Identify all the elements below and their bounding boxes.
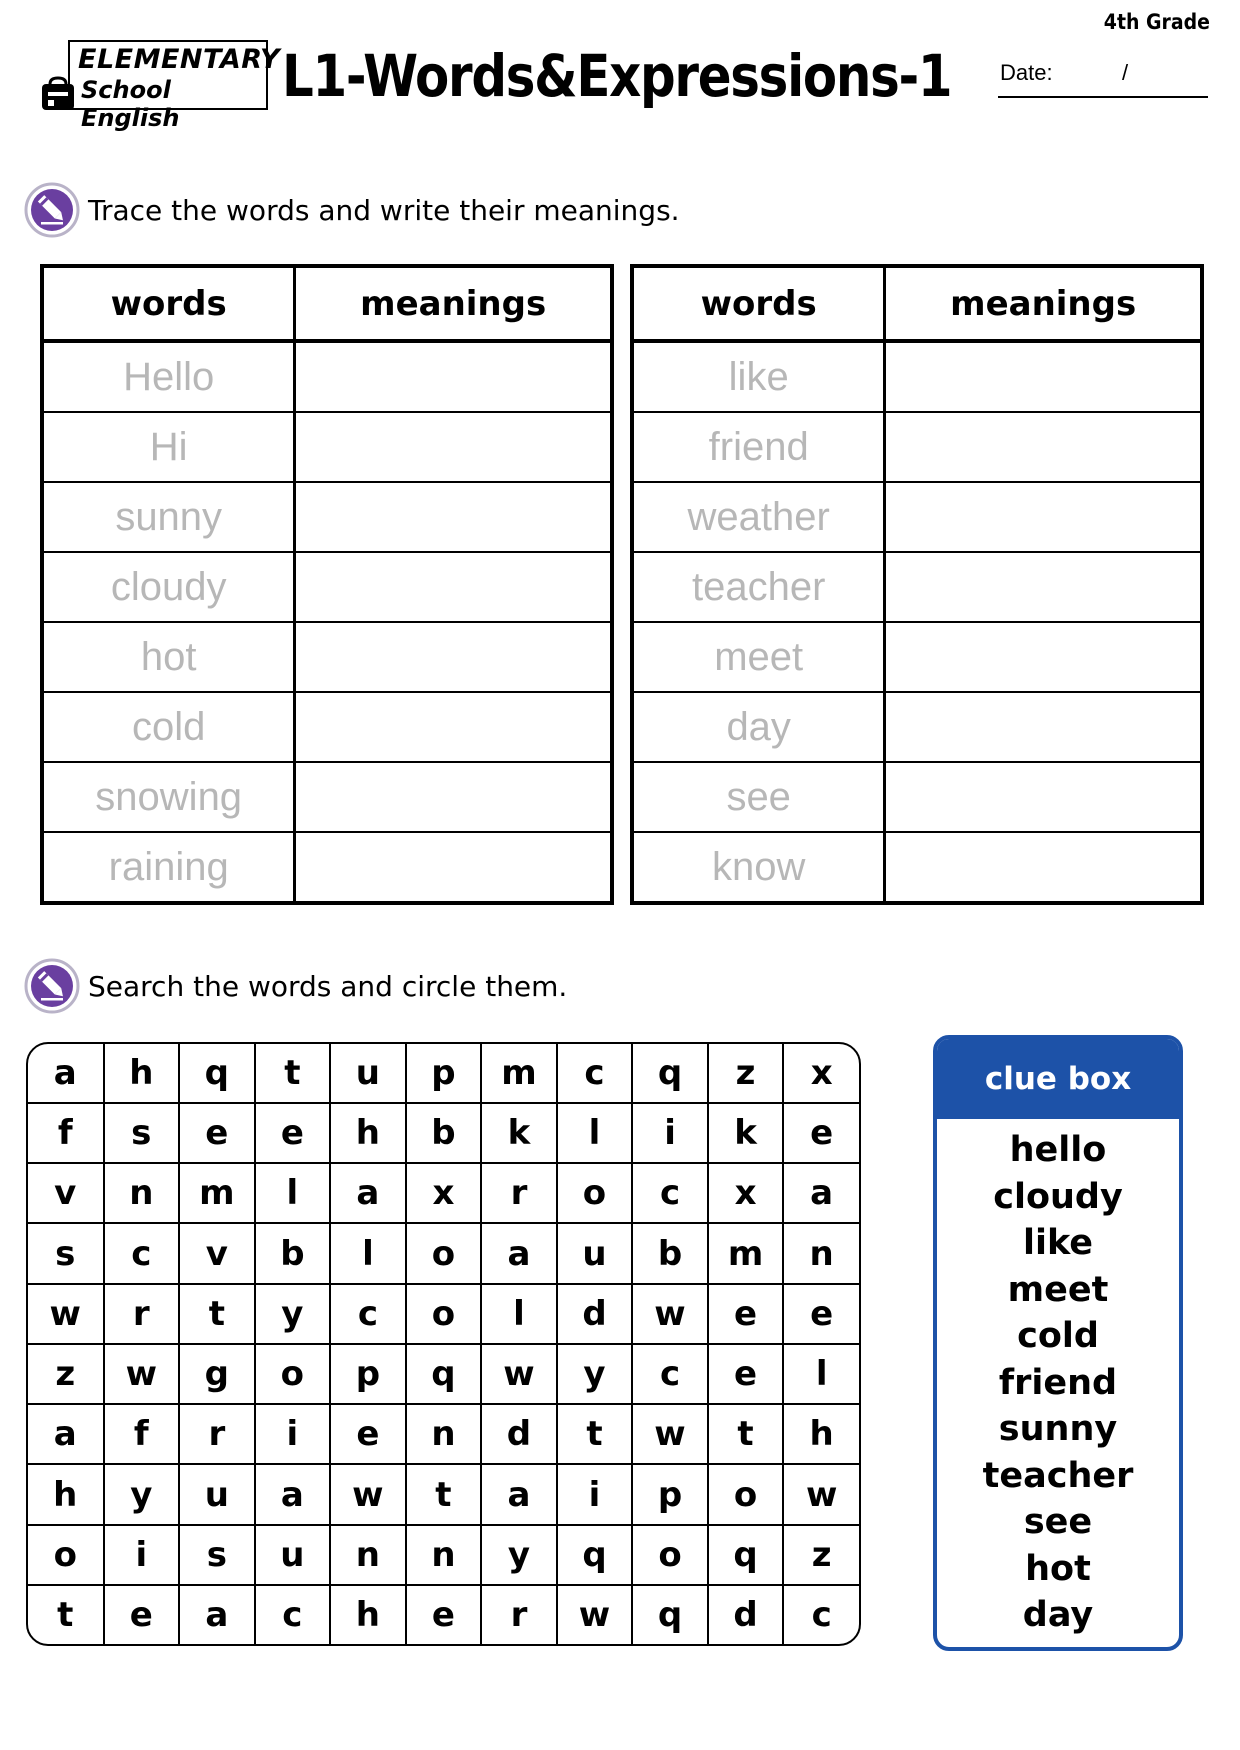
table-row — [42, 412, 612, 482]
meaning-cell[interactable] — [885, 692, 1202, 762]
grid-row — [28, 1163, 859, 1223]
grid-letter[interactable]: n — [104, 1163, 180, 1223]
meaning-cell[interactable] — [885, 832, 1202, 903]
meaning-cell[interactable] — [885, 622, 1202, 692]
grid-letter[interactable]: a — [179, 1585, 255, 1644]
instruction-text: Search the words and circle them. — [88, 970, 568, 1003]
grade-label: 4th Grade — [1103, 10, 1210, 34]
grid-letter[interactable]: m — [481, 1044, 557, 1103]
grid-letter[interactable]: o — [255, 1344, 331, 1404]
grid-letter[interactable]: b — [255, 1223, 331, 1283]
grid-letter[interactable]: u — [179, 1464, 255, 1524]
grid-letter[interactable]: e — [330, 1404, 406, 1464]
table-row — [42, 341, 612, 412]
date-separator: / — [1122, 60, 1129, 85]
meaning-cell[interactable] — [295, 762, 612, 832]
grid-letter[interactable]: y — [104, 1464, 180, 1524]
grid-letter[interactable]: o — [28, 1525, 104, 1585]
meaning-cell[interactable] — [295, 552, 612, 622]
grid-row — [28, 1525, 859, 1585]
grid-letter[interactable]: h — [330, 1103, 406, 1163]
grid-letter[interactable]: s — [28, 1223, 104, 1283]
logo-line2: School English — [81, 76, 180, 132]
logo — [38, 40, 281, 132]
pencil-icon — [24, 182, 80, 238]
grid-letter[interactable]: l — [557, 1103, 633, 1163]
meaning-cell[interactable] — [885, 762, 1202, 832]
grid-letter[interactable]: r — [179, 1404, 255, 1464]
grid-letter[interactable]: l — [330, 1223, 406, 1283]
grid-letter[interactable]: q — [557, 1525, 633, 1585]
grid-letter[interactable]: d — [557, 1284, 633, 1344]
meaning-cell[interactable] — [295, 692, 612, 762]
clue-word: meet — [1007, 1269, 1109, 1310]
grid-letter[interactable]: n — [406, 1525, 482, 1585]
meaning-cell[interactable] — [295, 341, 612, 412]
grid-letter[interactable]: z — [708, 1044, 784, 1103]
grid-row — [28, 1464, 859, 1524]
clue-word: day — [1022, 1595, 1094, 1635]
grid-letter[interactable]: y — [481, 1525, 557, 1585]
table-row — [42, 762, 612, 832]
date-label: Date: — [1000, 60, 1053, 85]
meaning-cell[interactable] — [885, 412, 1202, 482]
grid-letter[interactable]: w — [28, 1284, 104, 1344]
clue-box — [933, 1035, 1183, 1651]
grid-letter[interactable]: i — [104, 1525, 180, 1585]
grid-letter[interactable]: l — [255, 1163, 331, 1223]
grid-letter[interactable]: u — [557, 1223, 633, 1283]
grid-letter[interactable]: v — [28, 1163, 104, 1223]
trace-word: cloudy — [42, 552, 295, 622]
instruction-text: Trace the words and write their meanings. — [88, 194, 680, 227]
word-table-left — [40, 264, 614, 905]
table-row — [632, 552, 1202, 622]
grid-letter[interactable]: m — [179, 1163, 255, 1223]
pencil-icon — [24, 958, 80, 1014]
grid-letter[interactable]: q — [632, 1585, 708, 1644]
grid-letter[interactable]: t — [179, 1284, 255, 1344]
trace-word: sunny — [42, 482, 295, 552]
trace-word: weather — [632, 482, 885, 552]
table-row — [632, 482, 1202, 552]
clue-word-list — [937, 1119, 1179, 1639]
table-row — [42, 552, 612, 622]
grid-row — [28, 1044, 859, 1103]
grid-letter[interactable]: r — [481, 1585, 557, 1644]
grid-letter[interactable]: a — [330, 1163, 406, 1223]
letter-grid — [28, 1044, 859, 1644]
word-search-grid — [26, 1042, 861, 1646]
grid-letter[interactable]: s — [104, 1103, 180, 1163]
grid-letter[interactable]: w — [632, 1284, 708, 1344]
grid-letter[interactable]: e — [104, 1585, 180, 1644]
clue-word: hello — [1009, 1130, 1107, 1170]
trace-word: teacher — [632, 552, 885, 622]
grid-letter[interactable]: m — [708, 1223, 784, 1283]
grid-letter[interactable]: c — [557, 1044, 633, 1103]
grid-letter[interactable]: h — [330, 1585, 406, 1644]
grid-letter[interactable]: f — [104, 1404, 180, 1464]
table-row — [42, 482, 612, 552]
grid-letter[interactable]: c — [255, 1585, 331, 1644]
table-row — [632, 762, 1202, 832]
grid-letter[interactable]: w — [783, 1464, 859, 1524]
header-meanings: meanings — [885, 266, 1202, 341]
grid-letter[interactable]: z — [783, 1525, 859, 1585]
table-row — [632, 622, 1202, 692]
grid-row — [28, 1344, 859, 1404]
clue-word: sunny — [998, 1409, 1118, 1449]
clue-word: friend — [998, 1362, 1118, 1403]
grid-letter[interactable]: f — [28, 1103, 104, 1163]
table-row — [632, 692, 1202, 762]
grid-letter[interactable]: q — [406, 1344, 482, 1404]
grid-letter[interactable]: e — [406, 1585, 482, 1644]
grid-letter[interactable]: d — [708, 1585, 784, 1644]
grid-letter[interactable]: a — [481, 1464, 557, 1524]
trace-word: see — [632, 762, 885, 832]
grid-letter[interactable]: z — [28, 1344, 104, 1404]
trace-word: meet — [632, 622, 885, 692]
grid-letter[interactable]: o — [708, 1464, 784, 1524]
grid-letter[interactable]: y — [557, 1344, 633, 1404]
trace-word: hot — [42, 622, 295, 692]
grid-letter[interactable]: n — [406, 1404, 482, 1464]
grid-letter[interactable]: w — [481, 1344, 557, 1404]
grid-letter[interactable]: a — [783, 1163, 859, 1223]
grid-letter[interactable]: o — [557, 1163, 633, 1223]
grid-letter[interactable]: d — [481, 1404, 557, 1464]
grid-letter[interactable]: e — [708, 1284, 784, 1344]
grid-letter[interactable]: i — [632, 1103, 708, 1163]
logo-line1: ELEMENTARY — [78, 44, 281, 75]
grid-letter[interactable]: y — [255, 1284, 331, 1344]
grid-letter[interactable]: g — [179, 1344, 255, 1404]
grid-letter[interactable]: a — [481, 1223, 557, 1283]
grid-letter[interactable]: s — [179, 1525, 255, 1585]
grid-letter[interactable]: o — [632, 1525, 708, 1585]
table-row — [632, 412, 1202, 482]
meaning-cell[interactable] — [885, 482, 1202, 552]
trace-word: day — [632, 692, 885, 762]
grid-letter[interactable]: c — [632, 1344, 708, 1404]
grid-letter[interactable]: r — [104, 1284, 180, 1344]
grid-letter[interactable]: n — [330, 1525, 406, 1585]
grid-letter[interactable]: b — [632, 1223, 708, 1283]
trace-word: Hi — [42, 412, 295, 482]
grid-letter[interactable]: a — [28, 1044, 104, 1103]
grid-letter[interactable]: o — [406, 1284, 482, 1344]
grid-letter[interactable]: l — [783, 1344, 859, 1404]
grid-letter[interactable]: w — [330, 1464, 406, 1524]
trace-word: know — [632, 832, 885, 903]
grid-letter[interactable]: h — [28, 1464, 104, 1524]
grid-row — [28, 1404, 859, 1464]
grid-row — [28, 1284, 859, 1344]
grid-letter[interactable]: c — [104, 1223, 180, 1283]
grid-letter[interactable]: r — [481, 1163, 557, 1223]
clue-word: cloudy — [993, 1176, 1123, 1217]
grid-letter[interactable]: a — [255, 1464, 331, 1524]
grid-letter[interactable]: e — [783, 1284, 859, 1344]
word-table-right — [630, 264, 1204, 905]
grid-letter[interactable]: e — [708, 1344, 784, 1404]
grid-letter[interactable]: k — [708, 1103, 784, 1163]
grid-letter[interactable]: n — [783, 1223, 859, 1283]
grid-letter[interactable]: x — [406, 1163, 482, 1223]
grid-letter[interactable]: t — [708, 1404, 784, 1464]
meaning-cell[interactable] — [295, 622, 612, 692]
grid-letter[interactable]: e — [783, 1103, 859, 1163]
grid-letter[interactable]: w — [104, 1344, 180, 1404]
trace-word: Hello — [42, 341, 295, 412]
grid-letter[interactable]: q — [632, 1044, 708, 1103]
grid-letter[interactable]: w — [632, 1404, 708, 1464]
grid-letter[interactable]: x — [708, 1163, 784, 1223]
date-line[interactable] — [998, 96, 1208, 98]
grid-letter[interactable]: i — [557, 1464, 633, 1524]
trace-word: snowing — [42, 762, 295, 832]
meaning-cell[interactable] — [885, 552, 1202, 622]
grid-letter[interactable]: o — [406, 1223, 482, 1283]
grid-letter[interactable]: p — [632, 1464, 708, 1524]
clue-box-title: clue box — [937, 1039, 1179, 1119]
grid-letter[interactable]: t — [406, 1464, 482, 1524]
grid-letter[interactable]: u — [255, 1525, 331, 1585]
grid-letter[interactable]: k — [481, 1103, 557, 1163]
meaning-cell[interactable] — [885, 341, 1202, 412]
grid-letter[interactable]: w — [557, 1585, 633, 1644]
table-row — [42, 832, 612, 903]
meaning-cell[interactable] — [295, 832, 612, 903]
table-row — [632, 341, 1202, 412]
grid-letter[interactable]: h — [783, 1404, 859, 1464]
grid-letter[interactable]: a — [28, 1404, 104, 1464]
trace-word: friend — [632, 412, 885, 482]
header-meanings: meanings — [295, 266, 612, 341]
grid-letter[interactable]: q — [179, 1044, 255, 1103]
trace-word: cold — [42, 692, 295, 762]
grid-letter[interactable]: e — [255, 1103, 331, 1163]
grid-letter[interactable]: u — [330, 1044, 406, 1103]
grid-letter[interactable]: c — [632, 1163, 708, 1223]
grid-letter[interactable]: v — [179, 1223, 255, 1283]
clue-word: see — [1023, 1502, 1093, 1542]
page-title: L1-Words&Expressions-1 — [282, 42, 952, 110]
grid-letter[interactable]: h — [104, 1044, 180, 1103]
grid-letter[interactable]: c — [330, 1284, 406, 1344]
grid-row — [28, 1223, 859, 1283]
table-row — [42, 692, 612, 762]
clue-word: teacher — [982, 1455, 1134, 1496]
header-words: words — [42, 266, 295, 341]
clue-word: hot — [1025, 1548, 1091, 1589]
grid-letter[interactable]: i — [255, 1404, 331, 1464]
trace-word: like — [632, 341, 885, 412]
grid-letter[interactable]: p — [406, 1044, 482, 1103]
grid-letter[interactable]: q — [708, 1525, 784, 1585]
grid-letter[interactable]: x — [783, 1044, 859, 1103]
grid-letter[interactable]: b — [406, 1103, 482, 1163]
grid-letter[interactable]: e — [179, 1103, 255, 1163]
grid-letter[interactable]: p — [330, 1344, 406, 1404]
table-row — [632, 832, 1202, 903]
grid-letter[interactable]: c — [783, 1585, 859, 1644]
grid-row — [28, 1103, 859, 1163]
grid-row — [28, 1585, 859, 1644]
clue-word: like — [1022, 1223, 1094, 1263]
header-words: words — [632, 266, 885, 341]
meaning-cell[interactable] — [295, 482, 612, 552]
meaning-cell[interactable] — [295, 412, 612, 482]
trace-word: raining — [42, 832, 295, 903]
clue-word: cold — [1017, 1316, 1099, 1356]
grid-letter[interactable]: t — [255, 1044, 331, 1103]
grid-letter[interactable]: t — [557, 1404, 633, 1464]
grid-letter[interactable]: t — [28, 1585, 104, 1644]
table-row — [42, 622, 612, 692]
grid-letter[interactable]: l — [481, 1284, 557, 1344]
